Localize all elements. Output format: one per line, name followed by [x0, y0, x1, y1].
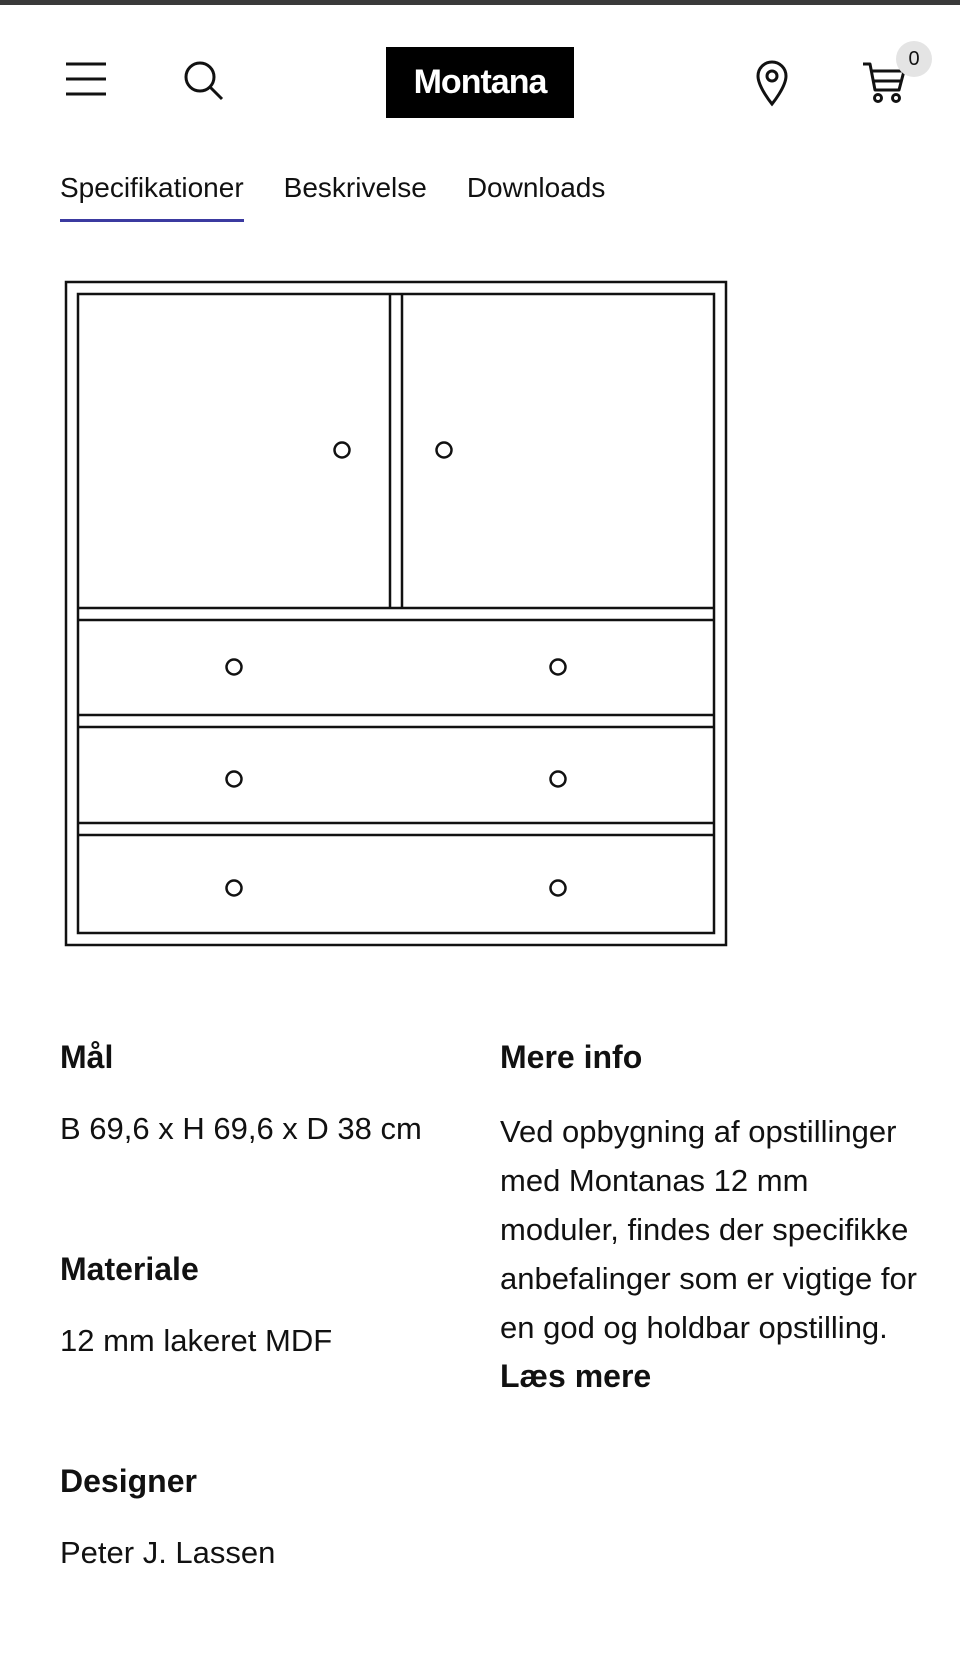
tab-downloads[interactable]: Downloads [466, 172, 606, 203]
product-line-drawing [64, 280, 729, 948]
cart-count-badge: 0 [896, 41, 932, 77]
designer-title: Designer [60, 1463, 197, 1499]
material-title: Materiale [60, 1251, 199, 1287]
tab-beskrivelse[interactable]: Beskrivelse [283, 172, 427, 203]
location-pin-icon[interactable] [750, 57, 794, 109]
search-icon[interactable] [180, 57, 228, 105]
tab-specifikationer[interactable]: Specifikationer [60, 172, 244, 222]
site-header [0, 5, 960, 140]
menu-icon[interactable] [62, 57, 110, 101]
more-info-text: Ved opbygning af opstillinger med Montanas 12 mm moduler, findes der specifikke anbefalinger som er vigtige for en god og holdbar opstilling. [500, 1114, 918, 1346]
specs-column [60, 1040, 480, 1676]
designer-value: Peter J. Lassen [60, 1535, 276, 1571]
more-info-title: Mere info [500, 1039, 643, 1075]
product-tabs [60, 172, 605, 222]
material-spec [60, 1252, 480, 1464]
dimensions-spec [60, 1040, 480, 1252]
montana-logo[interactable]: Montana [386, 47, 574, 118]
designer-spec [60, 1464, 480, 1676]
dimensions-title: Mål [60, 1039, 114, 1075]
material-value: 12 mm lakeret MDF [60, 1323, 333, 1359]
dimensions-value: B 69,6 x H 69,6 x D 38 cm [60, 1111, 422, 1147]
read-more-link[interactable]: Læs mere [500, 1358, 652, 1395]
more-info-column [500, 1040, 920, 1395]
